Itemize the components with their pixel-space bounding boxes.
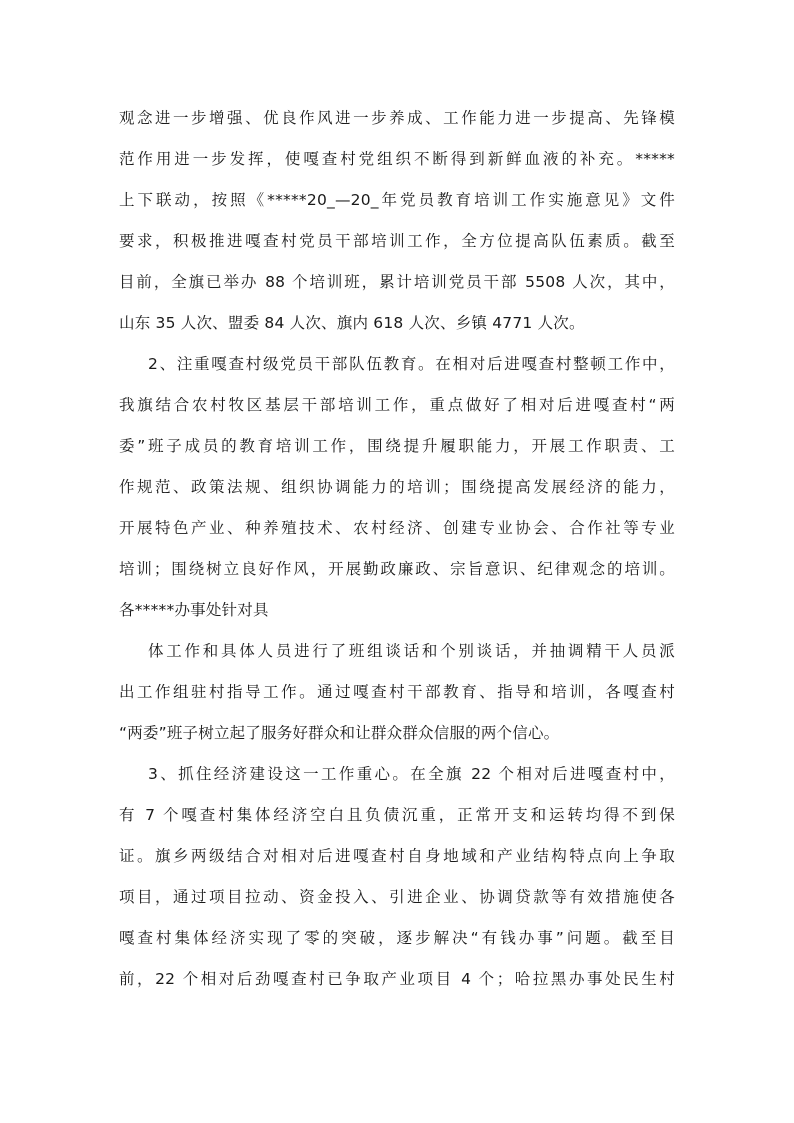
text-line: 范作用进一步发挥，使嘎查村党组织不断得到新鲜血液的补充。***** <box>119 150 675 168</box>
text-line: 上下联动，按照《*****20_—20_年党员教育培训工作实施意见》文件 <box>119 191 675 209</box>
paragraph-start-line: 2、注重嘎查村级党员干部队伍教育。在相对后进嘎查村整顿工作中， <box>148 355 675 373</box>
text-line: 前，22 个相对后劲嘎查村已争取产业项目 4 个；哈拉黑办事处民生村 <box>119 970 675 988</box>
text-line: 有 7 个嘎查村集体经济空白且负债沉重，正常开支和运转均得不到保 <box>119 806 675 824</box>
text-line: 出工作组驻村指导工作。通过嘎查村干部教育、指导和培训，各嘎查村 <box>119 683 675 701</box>
paragraph-start-line: 3、抓住经济建设这一工作重心。在全旗 22 个相对后进嘎查村中， <box>148 765 675 783</box>
text-line: 各*****办事处针对具 <box>119 601 269 619</box>
text-line: 目前，全旗已举办 88 个培训班，累计培训党员干部 5508 人次，其中， <box>119 273 675 291</box>
text-line: 要求，积极推进嘎查村党员干部培训工作，全方位提高队伍素质。截至 <box>119 232 675 250</box>
text-line: 项目，通过项目拉动、资金投入、引进企业、协调贷款等有效措施使各 <box>119 888 675 906</box>
text-line: 开展特色产业、种养殖技术、农村经济、创建专业协会、合作社等专业 <box>119 519 675 537</box>
paragraph-start-line: 体工作和具体人员进行了班组谈话和个别谈话，并抽调精干人员派 <box>148 642 675 660</box>
text-line: 我旗结合农村牧区基层干部培训工作，重点做好了相对后进嘎查村“两 <box>119 396 675 414</box>
text-line: “两委”班子树立起了服务好群众和让群众群众信服的两个信心。 <box>119 724 560 742</box>
text-line: 观念进一步增强、优良作风进一步养成、工作能力进一步提高、先锋模 <box>119 109 675 127</box>
text-line: 委”班子成员的教育培训工作，围绕提升履职能力，开展工作职责、工 <box>119 437 675 455</box>
text-line: 作规范、政策法规、组织协调能力的培训；围绕提高发展经济的能力， <box>119 478 675 496</box>
text-line: 山东 35 人次、盟委 84 人次、旗内 618 人次、乡镇 4771 人次。 <box>119 314 585 332</box>
text-line: 证。旗乡两级结合对相对后进嘎查村自身地域和产业结构特点向上争取 <box>119 847 675 865</box>
text-line: 嘎查村集体经济实现了零的突破，逐步解决“有钱办事”问题。截至目 <box>119 929 675 947</box>
text-line: 培训；围绕树立良好作风，开展勤政廉政、宗旨意识、纪律观念的培训。 <box>119 560 675 578</box>
